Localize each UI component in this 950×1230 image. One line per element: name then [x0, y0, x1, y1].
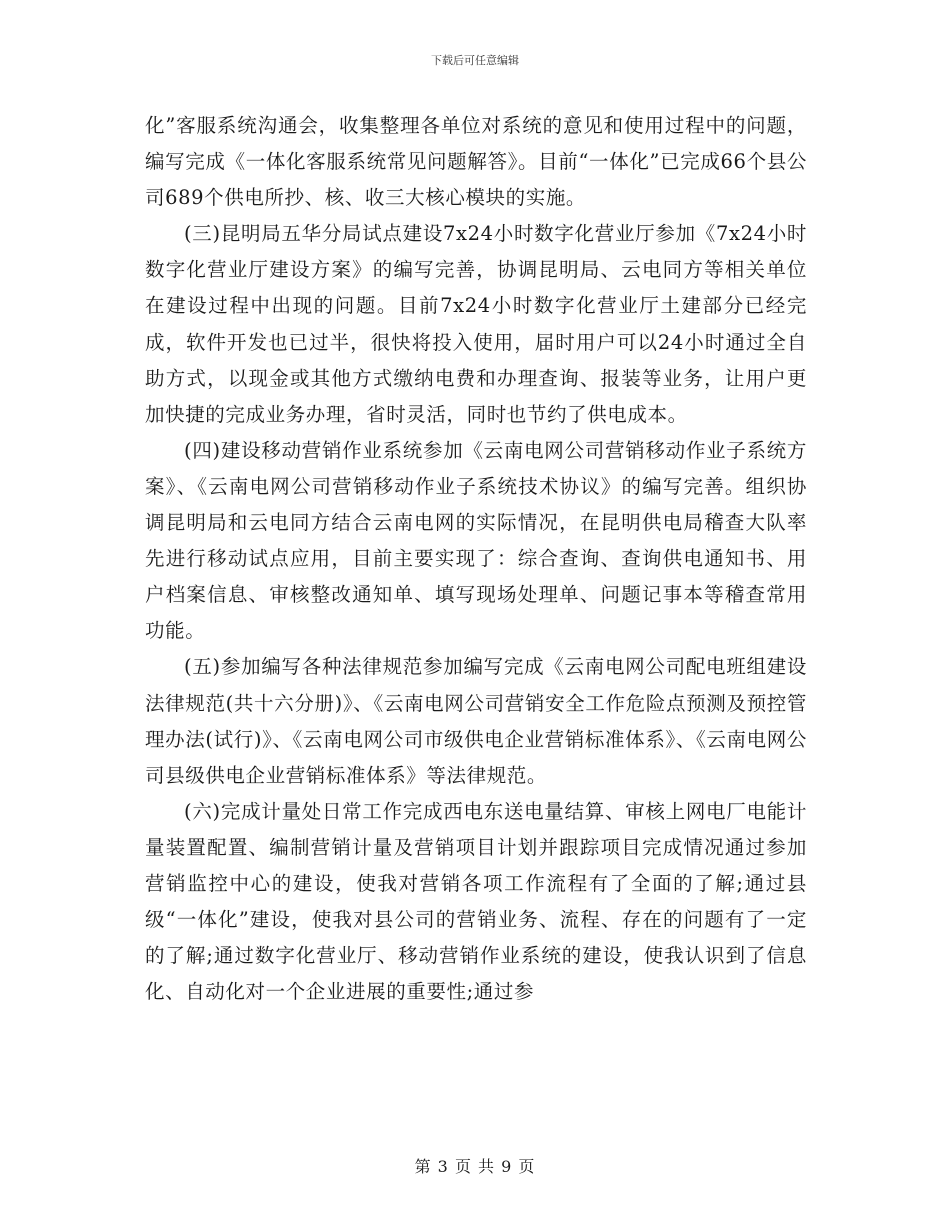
page-number-footer: 第 3 页 共 9 页 — [414, 1157, 536, 1176]
header-note: 下载后可任意编辑 — [431, 54, 519, 67]
paragraph-section-3: (三)昆明局五华分局试点建设7x24小时数字化营业厅参加《7x24小时数字化营业厅建设方案》的编写完善，协调昆明局、云电同方等相关单位在建设过程中出现的问题。目前7x24小时数字化营业厅土建部分已经完成，软件开发也已过半，很快将投入使用，届时用户可以24小时通过全自助方式，以现金或其他方式缴纳电费和办理查询、报装等业务，让用户更加快捷的完成业务办理，省时灵活，同时也节约了供电成本。 — [145, 222, 807, 426]
paragraph-section-5: (五)参加编写各种法律规范参加编写完成《云南电网公司配电班组建设法律规范(共十六分册)》、《云南电网公司营销安全工作危险点预测及预控管理办法(试行)》、《云南电网公司市级供电企业营销标准体系》、《云南电网公司县级供电企业营销标准体系》等法律规范。 — [145, 655, 807, 787]
paragraph-section-4: (四)建设移动营销作业系统参加《云南电网公司营销移动作业子系统方案》、《云南电网公司营销移动作业子系统技术协议》的编写完善。组织协调昆明局和云电同方结合云南电网的实际情况，在昆明供电局稽查大队率先进行移动试点应用，目前主要实现了：综合查询、查询供电通知书、用户档案信息、审核整改通知单、填写现场处理单、问题记事本等稽查常用功能。 — [145, 438, 807, 643]
paragraph-continuation: 化”客服系统沟通会，收集整理各单位对系统的意见和使用过程中的问题，编写完成《一体化客服系统常见问题解答》。目前“一体化”已完成66个县公司689个供电所抄、核、收三大核心模块的实施。 — [145, 114, 807, 210]
document-body — [145, 108, 807, 1010]
paragraph-section-6: (六)完成计量处日常工作完成西电东送电量结算、审核上网电厂电能计量装置配置、编制营销计量及营销项目计划并跟踪项目完成情况通过参加营销监控中心的建设，使我对营销各项工作流程有了全面的了解;通过县级“一体化”建设，使我对县公司的营销业务、流程、存在的问题有了一定的了解;通过数字化营业厅、移动营销作业系统的建设，使我认识到了信息化、自动化对一个企业进展的重要性;通过参 — [145, 799, 807, 1004]
